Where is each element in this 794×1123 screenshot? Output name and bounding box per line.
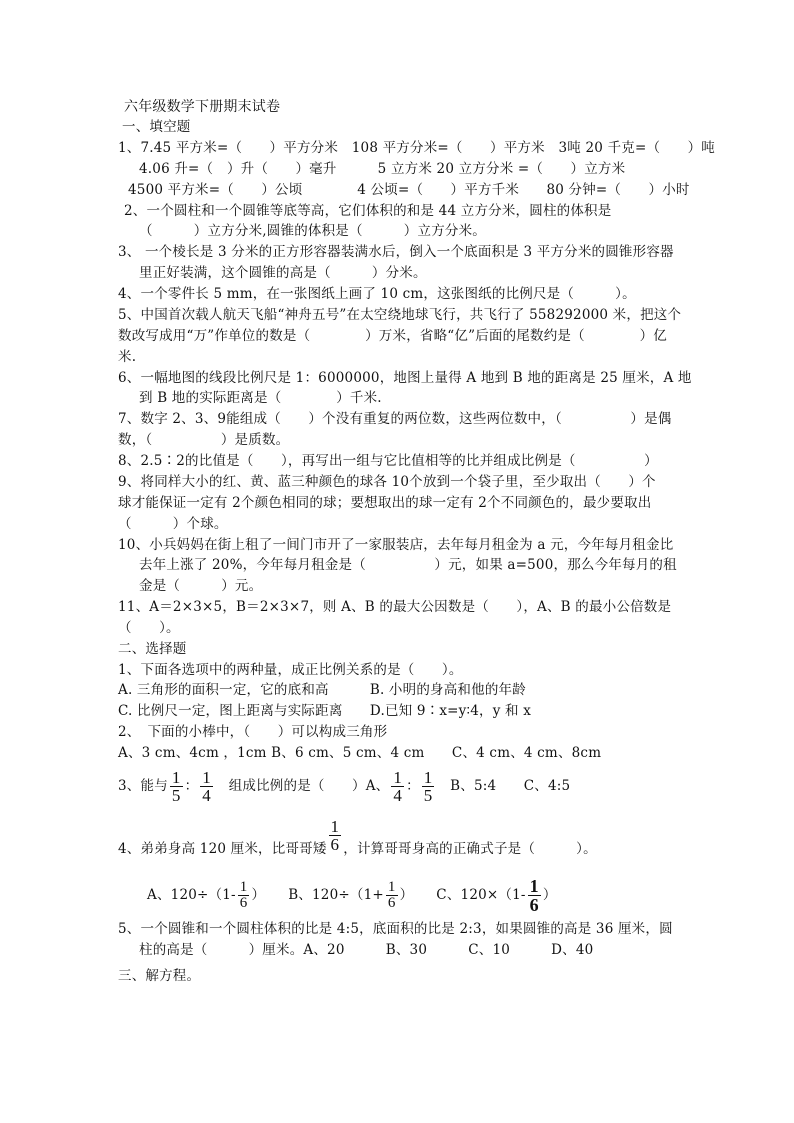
c4-option-b-suffix: ） [399, 887, 414, 903]
q9-line2: 球才能保证一定有 2个颜色相同的球；要想取出的球一定有 2个不同颜色的，最少要取出 [118, 495, 652, 511]
c1-line1: 1、下面各选项中的两种量，成正比例关系的是（ ）。 [118, 662, 463, 678]
q9-line3: （ ）个球。 [118, 516, 228, 532]
c4-option-c-fraction [528, 877, 541, 914]
c4-option-c-denominator: 6 [529, 895, 539, 915]
c3-colon-2: ： [406, 778, 420, 794]
q1-line2: 4.06 升=（ ）升（ ）毫升 5 立方米 20 立方分米 =（ ）立方米 [139, 161, 626, 177]
c4-option-a-prefix: A、120÷（1- [147, 887, 236, 903]
q6-line1: 6、一幅地图的线段比例尺是 1：6000000，地图上量得 A 地到 B 地的距离是 25 厘米，A 地 [118, 370, 692, 386]
c3-middle: 组成比例的是（ ）A、 [215, 778, 390, 794]
q3-line2: 里正好装满，这个圆锥的高是（ ）分米。 [139, 265, 427, 281]
section-choice-heading: 二、选择题 [118, 641, 187, 657]
c3-colon: ： [184, 778, 199, 794]
q10-line2: 去年上涨了 20%，今年每月租金是（ ）元，如果 a=500，那么今年每月的租 [139, 557, 677, 573]
q11-line2: （ ）。 [118, 620, 180, 636]
q11-line1: 11、A＝2×3×5，B＝2×3×7，则 A、B 的最大公因数是（ ），A、B 的最小公倍数是 [118, 599, 672, 615]
section-fill-heading: 一、填空题 [122, 119, 191, 135]
q5-line1: 5、中国首次载人航天飞船“神舟五号”在太空绕地球飞行，共飞行了 558292000 米，把这个 [118, 307, 682, 323]
q8-line1: 8、2.5∶2的比值是（ ），再写出一组与它比值相等的比并组成比例是（ ） [118, 453, 658, 469]
q9-line1: 9、将同样大小的红、黄、蓝三种颜色的球各 10个放到一个袋子里，至少取出（ ）个 [118, 474, 656, 490]
c3-fraction-2-numerator: 1 [202, 768, 211, 787]
q7-line1: 7、数字 2、3、9能组成（ ）个没有重复的两位数，这些两位数中，（ ）是偶 [118, 411, 672, 427]
c4-suffix: ，计算哥哥身高的正确式子是（ ）。 [343, 841, 597, 857]
c4-option-a-fraction [238, 880, 250, 911]
c4-prefix: 4、弟弟身高 120 厘米，比哥哥矮 [118, 841, 327, 857]
c4-option-a-denominator: 6 [239, 895, 248, 911]
q1-line3: 4500 平方米=（ ）公顷 4 公顷=（ ）平方千米 80 分钟=（ ）小时 [128, 182, 690, 198]
c3-fraction-3 [391, 769, 404, 804]
c4-fraction [329, 818, 342, 853]
c4-fraction-denominator: 6 [330, 835, 340, 854]
c2-line1: 2、 下面的小棒中，（ ）可以构成三角形 [118, 724, 388, 740]
c3-fraction-3-numerator: 1 [393, 768, 403, 787]
c4-option-b-prefix: B、120÷（1+ [288, 887, 384, 903]
c2-line2: A、3 cm、4cm ，1cm B、6 cm、5 cm、4 cm C、4 cm、4 cm、8cm [118, 745, 602, 761]
q2-line2: （ ）立方分米,圆锥的体积是（ ）立方分米。 [139, 223, 486, 239]
c4-option-a-numerator: 1 [239, 879, 248, 895]
q2-line1: 2、一个圆柱和一个圆锥等底等高，它们体积的和是 44 立方分米，圆柱的体积是 [124, 203, 612, 219]
c3-line [118, 766, 678, 806]
c3-fraction-4-numerator: 1 [423, 768, 433, 787]
c4-option-c-suffix: ） [542, 887, 557, 903]
c3-fraction-2 [200, 769, 213, 804]
exam-title: 六年级数学下册期末试卷 [124, 99, 281, 115]
c3-suffix: B、5:4 C、4:5 [436, 778, 571, 794]
section-equation-heading: 三、解方程。 [118, 968, 201, 984]
q5-line2: 数改写成用“万”作单位的数是（ ）万米，省略“亿”后面的尾数约是（ ）亿 [118, 328, 668, 344]
c4-option-a-suffix: ） [251, 887, 266, 903]
q10-line3: 金是（ ）元。 [139, 578, 263, 594]
c3-fraction-4-denominator: 5 [423, 786, 433, 805]
c3-fraction-1 [170, 769, 183, 804]
c3-fraction-2-denominator: 4 [202, 786, 211, 805]
q7-line2: 数，（ ）是质数。 [118, 432, 290, 448]
c4-line1 [118, 817, 678, 869]
q6-line2: 到 B 地的实际距离是（ ）千米. [139, 390, 382, 406]
q1-line1: 1、7.45 平方米=（ ）平方分米 108 平方分米=（ ）平方米 3吨 20 千克=（ ）吨 [118, 140, 715, 156]
c4-option-b-numerator: 1 [387, 879, 396, 895]
c3-fraction-4 [422, 769, 435, 804]
q5-line3: 米. [118, 349, 137, 365]
c3-prefix: 3、能与 [118, 778, 168, 794]
c5-line2: 柱的高是（ ）厘米。A、20 B、30 C、10 D、40 [139, 942, 594, 958]
c4-option-c-numerator: 1 [529, 876, 539, 896]
c4-option-b-denominator: 6 [387, 895, 396, 911]
c3-fraction-1-numerator: 1 [171, 768, 181, 787]
c1-line3: C. 比例尺一定，图上距离与实际距离 D.已知 9∶x=y∶4，y 和 x [118, 703, 532, 719]
c1-line2: A. 三角形的面积一定，它的底和高 B. 小明的身高和他的年龄 [118, 682, 526, 698]
c5-line1: 5、一个圆锥和一个圆柱体积的比是 4:5，底面积的比是 2:3，如果圆锥的高是 36 厘米，圆 [118, 921, 673, 937]
c4-option-b-fraction [386, 880, 398, 911]
q10-line1: 10、小兵妈妈在街上租了一间门市开了一家服装店，去年每月租金为 a 元，今年每月租金比 [118, 537, 674, 553]
c4-fraction-numerator: 1 [330, 817, 340, 836]
q3-line1: 3、 一个棱长是 3 分米的正方形容器装满水后，倒入一个底面积是 3 平方分米的圆锥形容器 [118, 244, 674, 260]
c3-fraction-1-denominator: 5 [171, 786, 181, 805]
c4-option-c-prefix: C、120×（1- [436, 887, 526, 903]
q4-line1: 4、一个零件长 5 mm，在一张图纸上画了 10 cm，这张图纸的比例尺是（ ）。 [118, 286, 636, 302]
c3-fraction-3-denominator: 4 [393, 786, 403, 805]
c4-options [147, 875, 707, 915]
